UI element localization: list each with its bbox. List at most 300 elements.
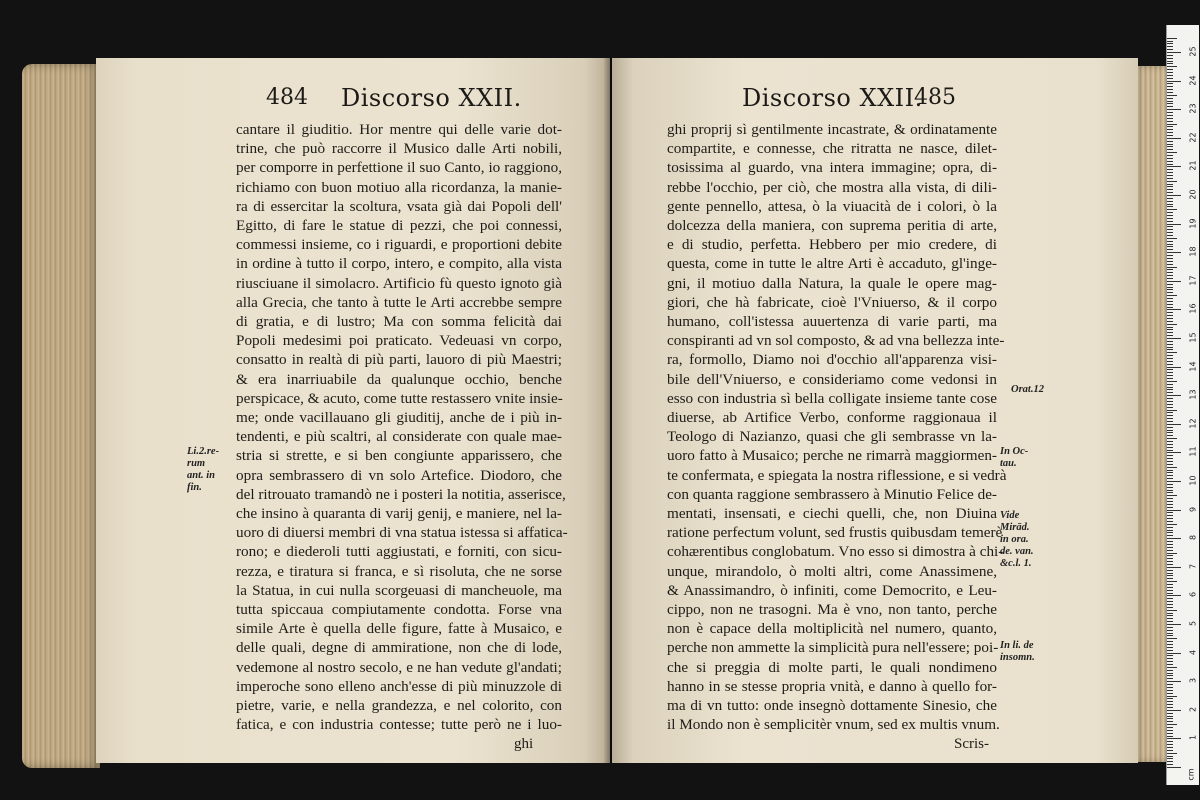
ruler-tick — [1167, 272, 1173, 273]
ruler-tick — [1167, 215, 1173, 216]
ruler-tick — [1167, 189, 1173, 190]
ruler-tick — [1167, 129, 1173, 130]
text-line: di gratia, e di lustro; Ma con somma felicità dai — [236, 313, 562, 331]
ruler-tick — [1167, 724, 1177, 725]
measurement-ruler — [1166, 25, 1199, 785]
ruler-tick — [1167, 461, 1173, 462]
text-line: gni, il motiuo dalla Natura, la quale le opere mag- — [667, 274, 997, 292]
ruler-tick — [1167, 696, 1177, 697]
ruler-label: 7 — [1188, 563, 1198, 569]
ruler-tick — [1167, 492, 1173, 493]
ruler-tick — [1167, 427, 1173, 428]
ruler-tick — [1167, 198, 1173, 199]
ruler-tick — [1167, 415, 1173, 416]
ruler-tick — [1167, 444, 1173, 445]
ruler-tick — [1167, 169, 1173, 170]
ruler-tick — [1167, 66, 1177, 67]
text-line: Teologo di Nazianzo, quasi che gli sembrasse vn la- — [667, 428, 997, 446]
ruler-tick — [1167, 630, 1173, 631]
ruler-tick — [1167, 653, 1181, 654]
text-line: per comporre in perfettione il suo Canto, io raggiono, — [236, 159, 562, 177]
ruler-tick — [1167, 467, 1177, 468]
ruler-tick — [1167, 607, 1173, 608]
ruler-tick — [1167, 627, 1173, 628]
ruler-tick — [1167, 58, 1173, 59]
ruler-tick — [1167, 438, 1177, 439]
ruler-tick — [1167, 618, 1173, 619]
text-line: unque, mirandolo, ò molti altri, come Anassimene, — [667, 562, 997, 580]
ruler-tick — [1167, 341, 1173, 342]
text-line: dolcezza della maniera, con suprema peritia di arte, — [667, 217, 997, 235]
ruler-tick — [1167, 721, 1173, 722]
ruler-tick — [1167, 112, 1173, 113]
text-line: in ordine à tutto il corpo, intero, e compito, alla vista — [236, 255, 562, 273]
text-line: Egitto, di fare le statue di pezzi, che poi connessi, — [236, 217, 562, 235]
ruler-tick — [1167, 89, 1173, 90]
ruler-label: 6 — [1188, 592, 1198, 598]
text-line: stria si strette, e si ben congiunte apparissero, che — [236, 447, 562, 465]
margin-note-line: ant. in — [187, 470, 216, 481]
text-line: commessi insieme, co i riguardi, e proportioni debite — [236, 236, 562, 254]
ruler-tick — [1167, 701, 1173, 702]
ruler-label: 4 — [1188, 649, 1198, 655]
ruler-label: 23 — [1188, 103, 1198, 114]
ruler-tick — [1167, 298, 1173, 299]
text-line: cohærentibus conglobatum. Vno esso si dimostra à chi- — [667, 543, 1004, 561]
ruler-tick — [1167, 175, 1173, 176]
ruler-tick — [1167, 344, 1173, 345]
ruler-tick — [1167, 238, 1177, 239]
text-line: perspicace, & acuto, come tutte restassero vnite insie- — [236, 389, 563, 407]
ruler-tick — [1167, 49, 1173, 50]
ruler-tick — [1167, 544, 1173, 545]
text-line: me; onde vacillauano gli giuditij, anche de i più in- — [236, 409, 562, 427]
text-line: esso con industria sì bella colligate insieme tante cose — [667, 389, 997, 407]
ruler-tick — [1167, 135, 1173, 136]
open-book — [22, 58, 1162, 770]
ruler-tick — [1167, 358, 1173, 359]
ruler-tick — [1167, 124, 1177, 125]
text-line: vedemone al nostro secolo, e ne han vedute gl'andati; — [236, 658, 562, 676]
left-body-text — [236, 120, 568, 735]
ruler-tick — [1167, 707, 1173, 708]
ruler-tick — [1167, 329, 1173, 330]
ruler-tick — [1167, 229, 1173, 230]
ruler-tick — [1167, 72, 1173, 73]
ruler-tick — [1167, 452, 1181, 453]
ruler-tick — [1167, 687, 1173, 688]
ruler-label: 21 — [1188, 160, 1198, 171]
ruler-tick — [1167, 106, 1173, 107]
ruler-tick — [1167, 655, 1173, 656]
ruler-tick — [1167, 718, 1173, 719]
ruler-tick — [1167, 538, 1181, 539]
catchword-right: Scris- — [954, 736, 989, 752]
ruler-tick — [1167, 681, 1181, 682]
ruler-tick — [1167, 264, 1173, 265]
ruler-tick — [1167, 412, 1173, 413]
ruler-tick — [1167, 349, 1173, 350]
ruler-tick — [1167, 101, 1173, 102]
text-line: cantare il giuditio. Hor mentre qui delle varie dot- — [236, 121, 562, 138]
ruler-label: 8 — [1188, 535, 1198, 541]
ruler-tick — [1167, 301, 1173, 302]
ruler-tick — [1167, 464, 1173, 465]
ruler-label: 14 — [1188, 361, 1198, 372]
text-line: il Mondo non è semplicitèr vnum, sed ex multis vnum. — [667, 716, 1000, 734]
ruler-tick — [1167, 670, 1173, 671]
ruler-tick — [1167, 75, 1173, 76]
margin-note-line: insomn. — [1000, 652, 1035, 663]
ruler-tick — [1167, 716, 1173, 717]
ruler-label: 1 — [1188, 735, 1198, 741]
ruler-tick — [1167, 521, 1173, 522]
ruler-tick — [1167, 252, 1181, 253]
ruler-tick — [1167, 635, 1173, 636]
ruler-tick — [1167, 132, 1173, 133]
ruler-tick — [1167, 86, 1173, 87]
ruler-tick — [1167, 292, 1173, 293]
ruler-tick — [1167, 309, 1181, 310]
margin-note-line: Vide — [1000, 510, 1020, 521]
margin-note-right — [1011, 384, 1044, 396]
ruler-tick — [1167, 209, 1177, 210]
ruler-label: 10 — [1188, 475, 1198, 486]
ruler-tick — [1167, 295, 1177, 296]
ruler-tick — [1167, 515, 1173, 516]
ruler-tick — [1167, 561, 1173, 562]
ruler-tick — [1167, 269, 1173, 270]
ruler-tick — [1167, 573, 1173, 574]
ruler-tick — [1167, 593, 1173, 594]
ruler-tick — [1167, 404, 1173, 405]
ruler-tick — [1167, 258, 1173, 259]
ruler-tick — [1167, 46, 1173, 47]
ruler-tick — [1167, 149, 1173, 150]
catchword-left: ghi — [514, 736, 534, 752]
text-line: bile dell'Vniuerso, e consideriamo come vedonsi in — [667, 370, 997, 388]
running-head-right: Discorso XXII. — [742, 84, 923, 112]
margin-note-right — [1000, 640, 1035, 664]
text-line: giori, che hà fabricate, cioè l'Vniuerso, & il corpo — [667, 293, 997, 311]
ruler-tick — [1167, 95, 1177, 96]
ruler-tick — [1167, 678, 1173, 679]
ruler-tick — [1167, 684, 1173, 685]
ruler-tick — [1167, 610, 1177, 611]
ruler-tick — [1167, 401, 1173, 402]
ruler-tick — [1167, 756, 1173, 757]
ruler-tick — [1167, 218, 1173, 219]
ruler-tick — [1167, 155, 1173, 156]
text-line: compartite, e connesse, che ritratta ne nasce, dilet- — [667, 140, 997, 158]
text-line: uoro fatto à Musaico; perche ne rimarrà maggiormen- — [667, 447, 997, 465]
ruler-tick — [1167, 235, 1173, 236]
text-line: tutta spiccaua compiutamente condotta. Forse vna — [236, 601, 562, 619]
text-line: imperoche sono elleno anch'esse di più minuzzole di — [236, 677, 562, 695]
ruler-tick — [1167, 472, 1173, 473]
ruler-tick — [1167, 432, 1173, 433]
ruler-tick — [1167, 43, 1173, 44]
ruler-tick — [1167, 92, 1173, 93]
text-line: consatto in realtà di più parti, lauoro di più Maestri; — [236, 351, 562, 369]
ruler-tick — [1167, 195, 1181, 196]
text-line: trine, che può raccorre il Musico dalle Arti nobili, — [236, 140, 562, 158]
ruler-label: 12 — [1188, 418, 1198, 429]
text-line: humano, coll'istessa auuertenza di varie parti, ma — [667, 313, 997, 331]
margin-note-line: &c.l. 1. — [1000, 558, 1032, 569]
ruler-tick — [1167, 364, 1173, 365]
text-line: e di studio, perfetta. Hebbero per mio credere, di — [667, 236, 997, 254]
ruler-tick — [1167, 312, 1173, 313]
ruler-tick — [1167, 38, 1177, 39]
ruler-tick — [1167, 761, 1173, 762]
text-line: opra sembrassero di vn solo Artefice. Diodoro, che — [236, 466, 562, 484]
ruler-label: 9 — [1188, 506, 1198, 512]
ruler-tick — [1167, 730, 1173, 731]
text-line: uoro di diuersi membri di vna statua istessa si affatica- — [236, 524, 568, 542]
ruler-label: 2 — [1188, 706, 1198, 712]
ruler-tick — [1167, 510, 1181, 511]
left-page-edges — [22, 64, 100, 768]
ruler-tick — [1167, 103, 1173, 104]
ruler-label: 19 — [1188, 218, 1198, 229]
ruler-tick — [1167, 78, 1173, 79]
ruler-tick — [1167, 501, 1173, 502]
ruler-tick — [1167, 698, 1173, 699]
ruler-tick — [1167, 601, 1173, 602]
ruler-tick — [1167, 324, 1177, 325]
ruler-tick — [1167, 63, 1173, 64]
ruler-tick — [1167, 384, 1173, 385]
ruler-tick — [1167, 81, 1181, 82]
ruler-tick — [1167, 327, 1173, 328]
ruler-tick — [1167, 590, 1173, 591]
ruler-tick — [1167, 478, 1173, 479]
text-line: la Statua, in cui nulla scorgeuasi di mancheuole, ma — [236, 581, 562, 599]
ruler-tick — [1167, 355, 1173, 356]
ruler-tick — [1167, 375, 1173, 376]
text-line: pietre, varie, e nella grandezza, e nel colorito, con — [236, 697, 562, 715]
ruler-tick — [1167, 738, 1181, 739]
ruler-tick — [1167, 764, 1173, 765]
ruler-tick — [1167, 121, 1173, 122]
text-line: Popoli medesimi poi praticato. Vedeuasi vn corpo, — [236, 332, 562, 350]
ruler-tick — [1167, 507, 1173, 508]
text-line: rebbe l'occhio, per ciò, che mostra alla vista, di dili- — [667, 178, 997, 196]
text-line: con quanta raggione sembrassero à Minutio Felice de- — [667, 485, 997, 503]
ruler-tick — [1167, 115, 1173, 116]
ruler-label: 16 — [1188, 303, 1198, 314]
ruler-tick — [1167, 475, 1173, 476]
ruler-tick — [1167, 575, 1173, 576]
ruler-label: 17 — [1188, 275, 1198, 286]
ruler-tick — [1167, 641, 1173, 642]
ruler-tick — [1167, 675, 1173, 676]
ruler-tick — [1167, 41, 1173, 42]
ruler-tick — [1167, 481, 1181, 482]
ruler-tick — [1167, 747, 1173, 748]
page-number-left: 484 — [266, 85, 308, 110]
text-line: diuerse, ab Artifice Verbo, conforme raggionaua il — [667, 409, 997, 427]
ruler-tick — [1167, 553, 1177, 554]
ruler-tick — [1167, 61, 1173, 62]
ruler-tick — [1167, 421, 1173, 422]
ruler-tick — [1167, 146, 1173, 147]
ruler-label: 24 — [1188, 75, 1198, 86]
ruler-tick — [1167, 598, 1173, 599]
ruler-tick — [1167, 455, 1173, 456]
ruler-tick — [1167, 644, 1173, 645]
text-line: rono; e diederoli tutti aggiustati, e forniti, con sicu- — [236, 543, 562, 561]
ruler-tick — [1167, 284, 1173, 285]
ruler-tick — [1167, 221, 1173, 222]
ruler-tick — [1167, 713, 1173, 714]
running-head-left: Discorso XXII. — [341, 84, 522, 112]
text-line: gente pennello, attesa, ò la viuacità de i colori, ò la — [667, 197, 997, 215]
ruler-tick — [1167, 304, 1173, 305]
text-line: alla Grecia, che tanto à tutte le Arti accrebbe sempre — [236, 293, 562, 311]
ruler-tick — [1167, 535, 1173, 536]
margin-note-line: rum — [187, 458, 206, 469]
ruler-tick — [1167, 704, 1173, 705]
text-line: del ritrouato tramandò ne i posteri la notitia, asserisce, — [236, 485, 566, 503]
ruler-tick — [1167, 570, 1173, 571]
ruler-unit-label: cm — [1186, 768, 1196, 781]
ruler-tick — [1167, 381, 1177, 382]
ruler-label: 13 — [1188, 389, 1198, 400]
margin-note-left — [187, 446, 219, 494]
page-number-right: 485 — [914, 85, 956, 110]
ruler-tick — [1167, 372, 1173, 373]
ruler-tick — [1167, 550, 1173, 551]
ruler-tick — [1167, 184, 1173, 185]
ruler-tick — [1167, 727, 1173, 728]
ruler-tick — [1167, 504, 1173, 505]
ruler-tick — [1167, 430, 1173, 431]
ruler-tick — [1167, 55, 1173, 56]
ruler-tick — [1167, 267, 1177, 268]
ruler-tick — [1167, 470, 1173, 471]
ruler-label: 11 — [1188, 446, 1198, 457]
ruler-tick — [1167, 287, 1173, 288]
text-line: mentati, insensati, e ciechi quelli, che, non Diuina — [667, 505, 997, 523]
ruler-tick — [1167, 744, 1173, 745]
ruler-tick — [1167, 249, 1173, 250]
ruler-tick — [1167, 347, 1173, 348]
ruler-tick — [1167, 83, 1173, 84]
ruler-tick — [1167, 458, 1173, 459]
ruler-tick — [1167, 518, 1173, 519]
right-page — [612, 58, 1138, 763]
ruler-tick — [1167, 758, 1173, 759]
ruler-tick — [1167, 547, 1173, 548]
text-line: conspiranti ad vn sol composto, & ad vna bellezza inte- — [667, 332, 1005, 350]
ruler-tick — [1167, 338, 1181, 339]
ruler-tick — [1167, 161, 1173, 162]
text-line: che si preggia di molte parti, le quali nondimeno — [667, 658, 997, 676]
ruler-tick — [1167, 527, 1173, 528]
ruler-tick — [1167, 615, 1173, 616]
margin-note-line: tau. — [1000, 458, 1017, 469]
text-line: tendenti, e più scaltri, al considerate con quale mae- — [236, 428, 562, 446]
text-line: & Anassimandro, ò infiniti, come Democrito, e Leu- — [667, 581, 997, 599]
ruler-tick — [1167, 767, 1181, 768]
ruler-tick — [1167, 126, 1173, 127]
ruler-tick — [1167, 192, 1173, 193]
ruler-label: 18 — [1188, 246, 1198, 257]
text-line: perche non ammette la simplicità pura nell'essere; poi- — [667, 639, 999, 657]
ruler-tick — [1167, 275, 1173, 276]
ruler-tick — [1167, 441, 1173, 442]
ruler-label: 15 — [1188, 332, 1198, 343]
text-line: ghi proprij sì gentilmente incastrate, & ordinatamente — [667, 121, 997, 138]
text-line: ra, formollo, Diamo noi d'occhio all'apparenza visi- — [667, 351, 997, 369]
text-line: non è capace della moltiplicità nel numero, quanto, — [667, 620, 997, 638]
ruler-tick — [1167, 138, 1181, 139]
ruler-tick — [1167, 450, 1173, 451]
ruler-tick — [1167, 369, 1173, 370]
ruler-tick — [1167, 206, 1173, 207]
margin-note-line: Orat.12 — [1011, 384, 1044, 395]
margin-note-right — [1000, 446, 1028, 470]
ruler-tick — [1167, 407, 1173, 408]
text-line: fatica, e con industria contesse; tutte però ne i luo- — [236, 716, 562, 734]
margin-note-line: fin. — [187, 482, 202, 493]
ruler-tick — [1167, 541, 1173, 542]
ruler-tick — [1167, 733, 1173, 734]
ruler-tick — [1167, 144, 1173, 145]
ruler-tick — [1167, 224, 1181, 225]
ruler-tick — [1167, 532, 1173, 533]
ruler-tick — [1167, 435, 1173, 436]
ruler-tick — [1167, 710, 1181, 711]
ruler-label: 20 — [1188, 189, 1198, 200]
margin-note-line: Li.2.re- — [187, 446, 220, 457]
ruler-tick — [1167, 118, 1173, 119]
ruler-tick — [1167, 447, 1173, 448]
right-body-text — [667, 120, 1007, 735]
margin-note-line: In li. de — [1000, 640, 1034, 651]
ruler-tick — [1167, 318, 1173, 319]
ruler-tick — [1167, 624, 1181, 625]
ruler-tick — [1167, 578, 1173, 579]
ruler-tick — [1167, 398, 1173, 399]
ruler-tick — [1167, 226, 1173, 227]
ruler-tick — [1167, 98, 1173, 99]
ruler-tick — [1167, 647, 1173, 648]
ruler-tick — [1167, 512, 1173, 513]
ruler-tick — [1167, 172, 1173, 173]
text-line: te confermata, e spiegata la nostra riflessione, e si vedrà — [667, 466, 1007, 484]
ruler-tick — [1167, 604, 1173, 605]
ruler-tick — [1167, 52, 1181, 53]
ruler-tick — [1167, 667, 1177, 668]
ruler-tick — [1167, 567, 1181, 568]
ruler-tick — [1167, 392, 1173, 393]
ruler-tick — [1167, 690, 1173, 691]
ruler-tick — [1167, 587, 1173, 588]
ruler-tick — [1167, 261, 1173, 262]
ruler-tick — [1167, 361, 1173, 362]
ruler-tick — [1167, 201, 1173, 202]
ruler-tick — [1167, 321, 1173, 322]
ruler-tick — [1167, 241, 1173, 242]
ruler-tick — [1167, 281, 1181, 282]
margin-note-line: Mirād. — [1000, 522, 1030, 533]
ruler-tick — [1167, 484, 1173, 485]
text-line: hanno in se stesse propria vnità, e danno à quello for- — [667, 677, 997, 695]
ruler-tick — [1167, 673, 1173, 674]
